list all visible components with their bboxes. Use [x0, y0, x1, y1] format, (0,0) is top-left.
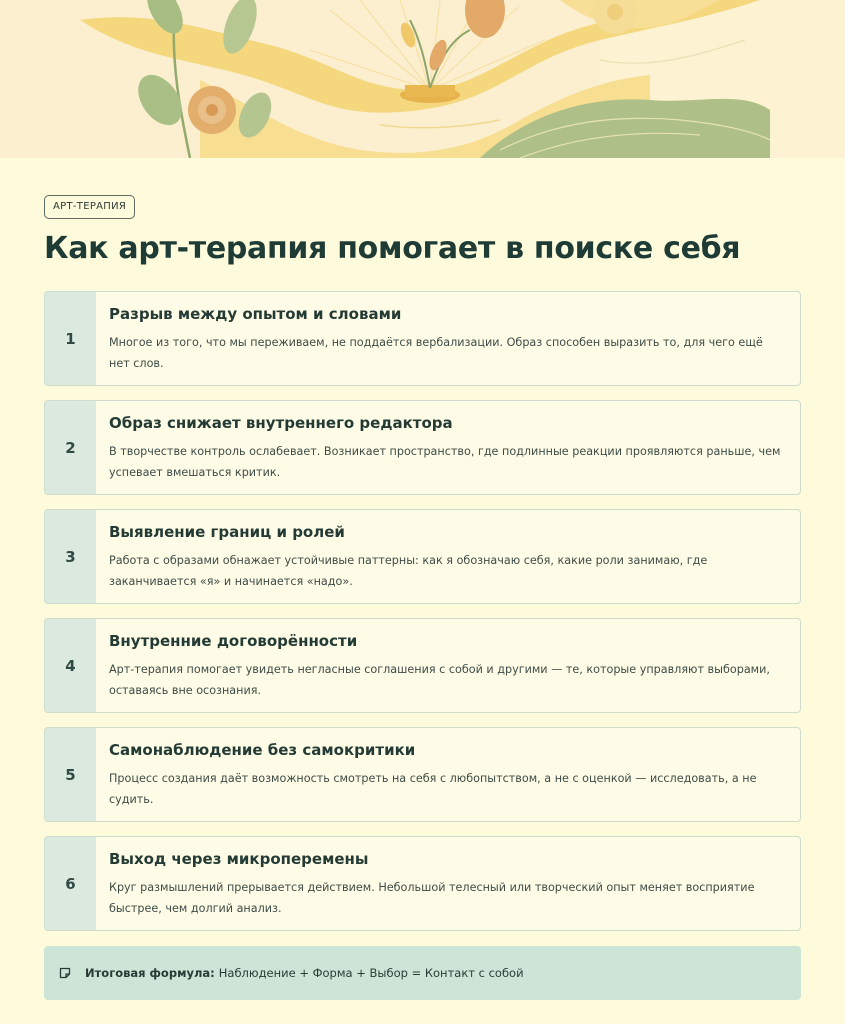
card-number: 5	[45, 728, 96, 821]
card-number: 3	[45, 510, 96, 603]
page-title: Как арт-терапия помогает в поиске себя	[44, 231, 741, 266]
card-title: Образ снижает внутреннего редактора	[109, 414, 453, 432]
main-content	[0, 158, 845, 1000]
card-number: 6	[45, 837, 96, 930]
card-title: Выход через микроперемены	[109, 850, 369, 868]
card-title: Разрыв между опытом и словами	[109, 305, 402, 323]
hero-illustration	[0, 0, 845, 158]
card-title: Самонаблюдение без самокритики	[109, 741, 416, 759]
note-icon	[59, 967, 71, 979]
card-text: Процесс создания даёт возможность смотреть на себя с любопытством, а не с оценкой — исследовать, а не судить.	[109, 772, 757, 806]
card-number: 2	[45, 401, 96, 494]
card-6	[44, 836, 801, 931]
card-title: Внутренние договорённости	[109, 632, 358, 650]
formula-value: Наблюдение + Форма + Выбор = Контакт с собой	[218, 966, 524, 980]
formula-label: Итоговая формула:	[85, 966, 215, 980]
card-title: Выявление границ и ролей	[109, 523, 345, 541]
card-number: 1	[45, 292, 96, 385]
hero-illustration-art	[0, 0, 845, 158]
card-text: Работа с образами обнажает устойчивые паттерны: как я обозначаю себя, какие роли занимаю, где заканчивается «я» и начинается «надо».	[109, 554, 708, 588]
summary-formula	[44, 946, 801, 1000]
card-3	[44, 509, 801, 604]
card-4	[44, 618, 801, 713]
card-number: 4	[45, 619, 96, 712]
card-text: Круг размышлений прерывается действием. Небольшой телесный или творческий опыт меняет восприятие быстрее, чем долгий анализ.	[109, 881, 755, 915]
card-text: В творчестве контроль ослабевает. Возникает пространство, где подлинные реакции проявляются раньше, чем успевает вмешаться критик.	[109, 445, 781, 479]
card-5	[44, 727, 801, 822]
card-2	[44, 400, 801, 495]
cards-list	[44, 291, 801, 931]
card-1	[44, 291, 801, 386]
category-tag[interactable]: АРТ-ТЕРАПИЯ	[44, 195, 135, 219]
card-text: Арт-терапия помогает увидеть негласные соглашения с собой и другими — те, которые управляют выборами, оставаясь вне осознания.	[109, 663, 770, 697]
card-text: Многое из того, что мы переживаем, не поддаётся вербализации. Образ способен выразить то, для чего ещё нет слов.	[109, 336, 763, 370]
